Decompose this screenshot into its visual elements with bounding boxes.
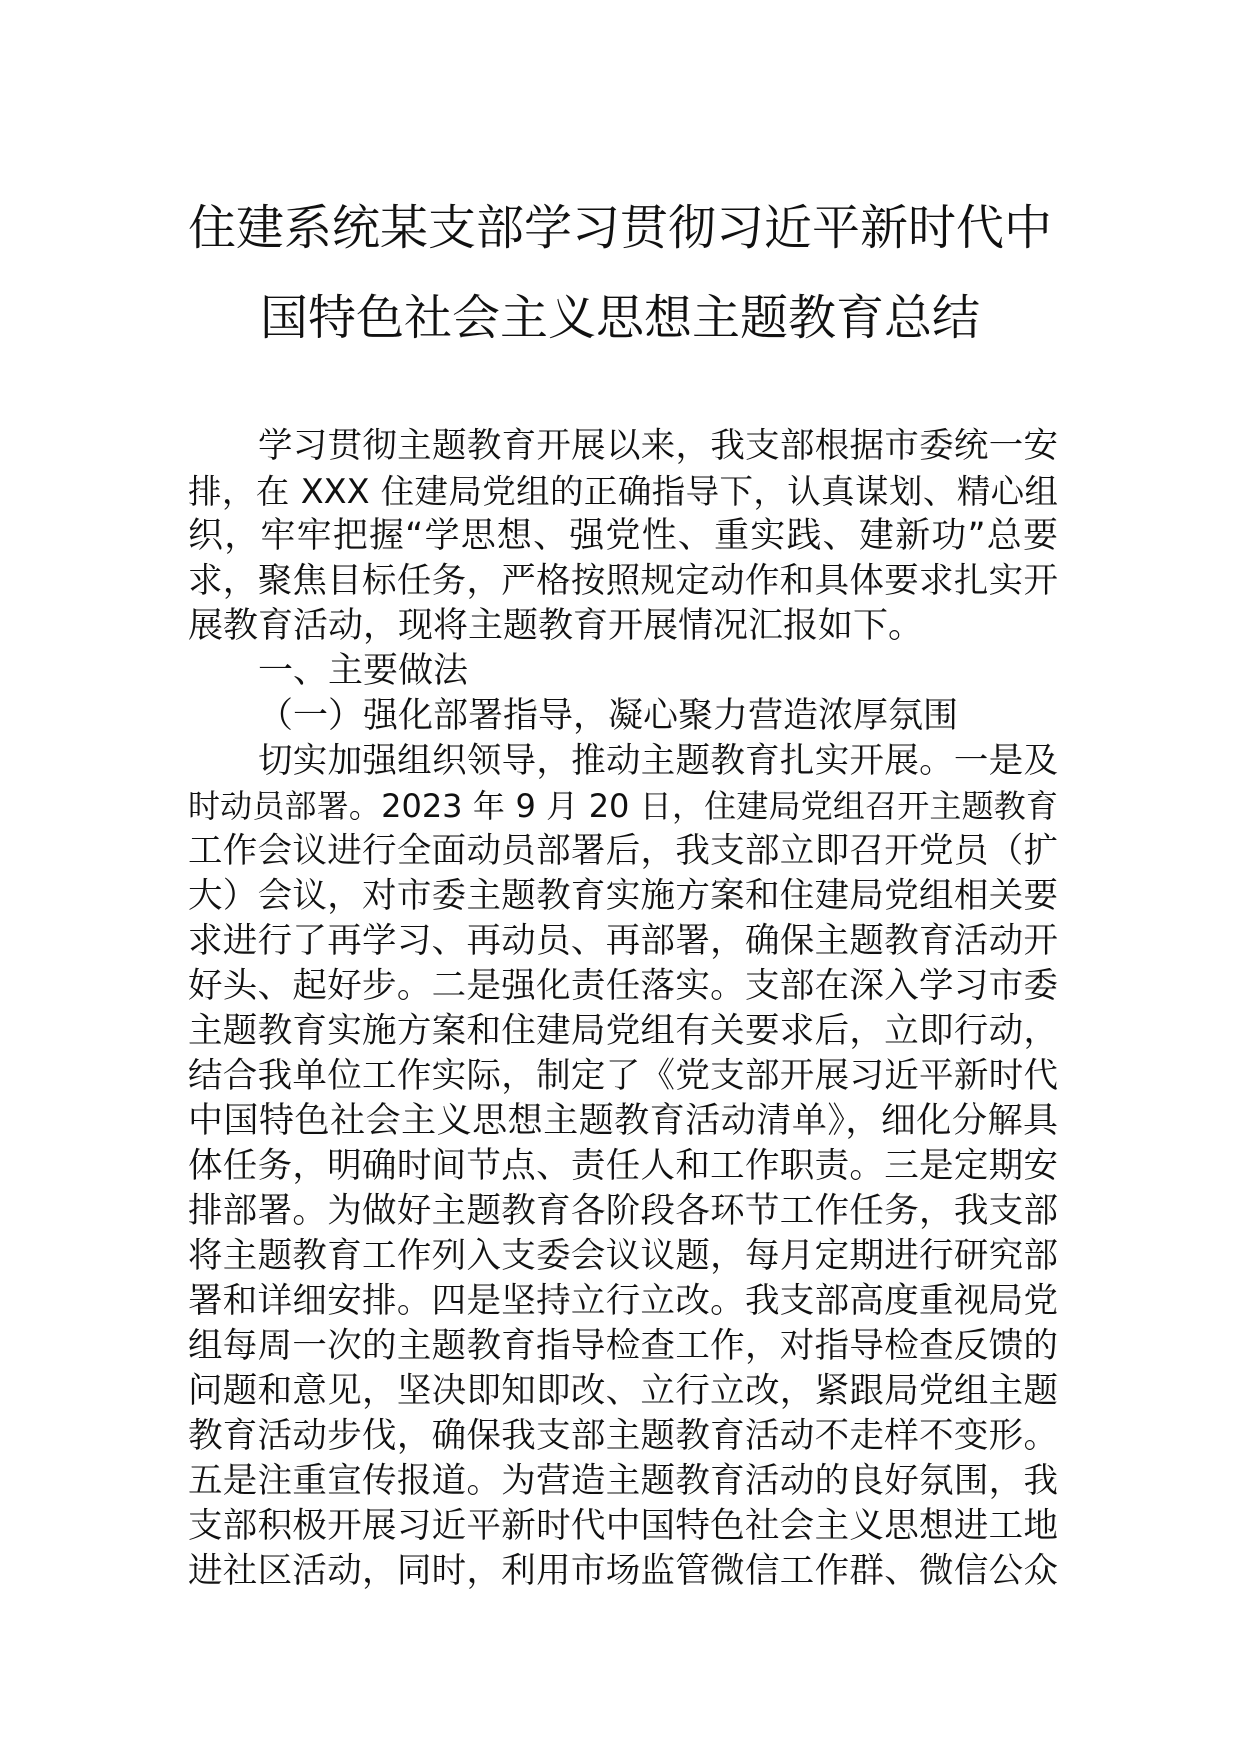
paragraph-2-line-10: 体任务，明确时间节点、责任人和工作职责。三是定期安 xyxy=(188,1146,1058,1186)
paragraph-2-line-16: 教育活动步伐，确保我支部主题教育活动不走样不变形。 xyxy=(188,1416,1058,1456)
title-line-1: 住建系统某支部学习贯彻习近平新时代中 xyxy=(187,200,1052,256)
paragraph-2-line-13: 署和详细安排。四是坚持立行立改。我支部高度重视局党 xyxy=(188,1281,1058,1321)
paragraph-2-line-14: 组每周一次的主题教育指导检查工作，对指导检查反馈的 xyxy=(188,1326,1058,1366)
paragraph-2-line-4: 大）会议，对市委主题教育实施方案和住建局党组相关要 xyxy=(188,876,1058,916)
paragraph-2-line-6: 好头、起好步。二是强化责任落实。支部在深入学习市委 xyxy=(188,966,1058,1006)
document-title xyxy=(0,202,1240,344)
paragraph-2-line-19: 进社区活动，同时，利用市场监管微信工作群、微信公众 xyxy=(188,1551,1058,1591)
paragraph-2-line-2: 时动员部署。2023 年 9 月 20 日，住建局党组召开主题教育 xyxy=(188,787,1058,825)
paragraph-2-line-7: 主题教育实施方案和住建局党组有关要求后，立即行动， xyxy=(188,1011,1058,1051)
paragraph-2-line-5: 求进行了再学习、再动员、再部署，确保主题教育活动开 xyxy=(188,921,1058,961)
paragraph-1-line-2: 排，在 XXX 住建局党组的正确指导下，认真谋划、精心组 xyxy=(188,472,1058,511)
paragraph-2-line-3: 工作会议进行全面动员部署后，我支部立即召开党员（扩 xyxy=(188,831,1058,871)
title-line-2: 国特色社会主义思想主题教育总结 xyxy=(259,290,980,346)
paragraph-1-line-1: 学习贯彻主题教育开展以来，我支部根据市委统一安 xyxy=(258,426,1058,466)
paragraph-1-line-5: 展教育活动，现将主题教育开展情况汇报如下。 xyxy=(188,606,924,646)
paragraph-1-line-3: 织，牢牢把握“学思想、强党性、重实践、建新功”总要 xyxy=(188,516,1058,556)
paragraph-2-line-15: 问题和意见，坚决即知即改、立行立改，紧跟局党组主题 xyxy=(188,1371,1058,1411)
paragraph-2-line-18: 支部积极开展习近平新时代中国特色社会主义思想进工地 xyxy=(188,1506,1058,1546)
paragraph-2-line-11: 排部署。为做好主题教育各阶段各环节工作任务，我支部 xyxy=(188,1191,1058,1231)
subsection-heading-1: （一）强化部署指导，凝心聚力营造浓厚氛围 xyxy=(258,696,959,736)
section-heading-1: 一、主要做法 xyxy=(258,651,469,691)
paragraph-1-line-4: 求，聚焦目标任务，严格按照规定动作和具体要求扎实开 xyxy=(188,561,1058,601)
document-body xyxy=(188,424,1058,1594)
paragraph-2-line-8: 结合我单位工作实际，制定了《党支部开展习近平新时代 xyxy=(188,1056,1058,1096)
paragraph-2-line-9: 中国特色社会主义思想主题教育活动清单》，细化分解具 xyxy=(188,1101,1058,1141)
paragraph-2-line-1: 切实加强组织领导，推动主题教育扎实开展。一是及 xyxy=(258,741,1058,781)
paragraph-2-line-12: 将主题教育工作列入支委会议议题，每月定期进行研究部 xyxy=(188,1236,1058,1276)
paragraph-2-line-17: 五是注重宣传报道。为营造主题教育活动的良好氛围，我 xyxy=(188,1461,1058,1501)
